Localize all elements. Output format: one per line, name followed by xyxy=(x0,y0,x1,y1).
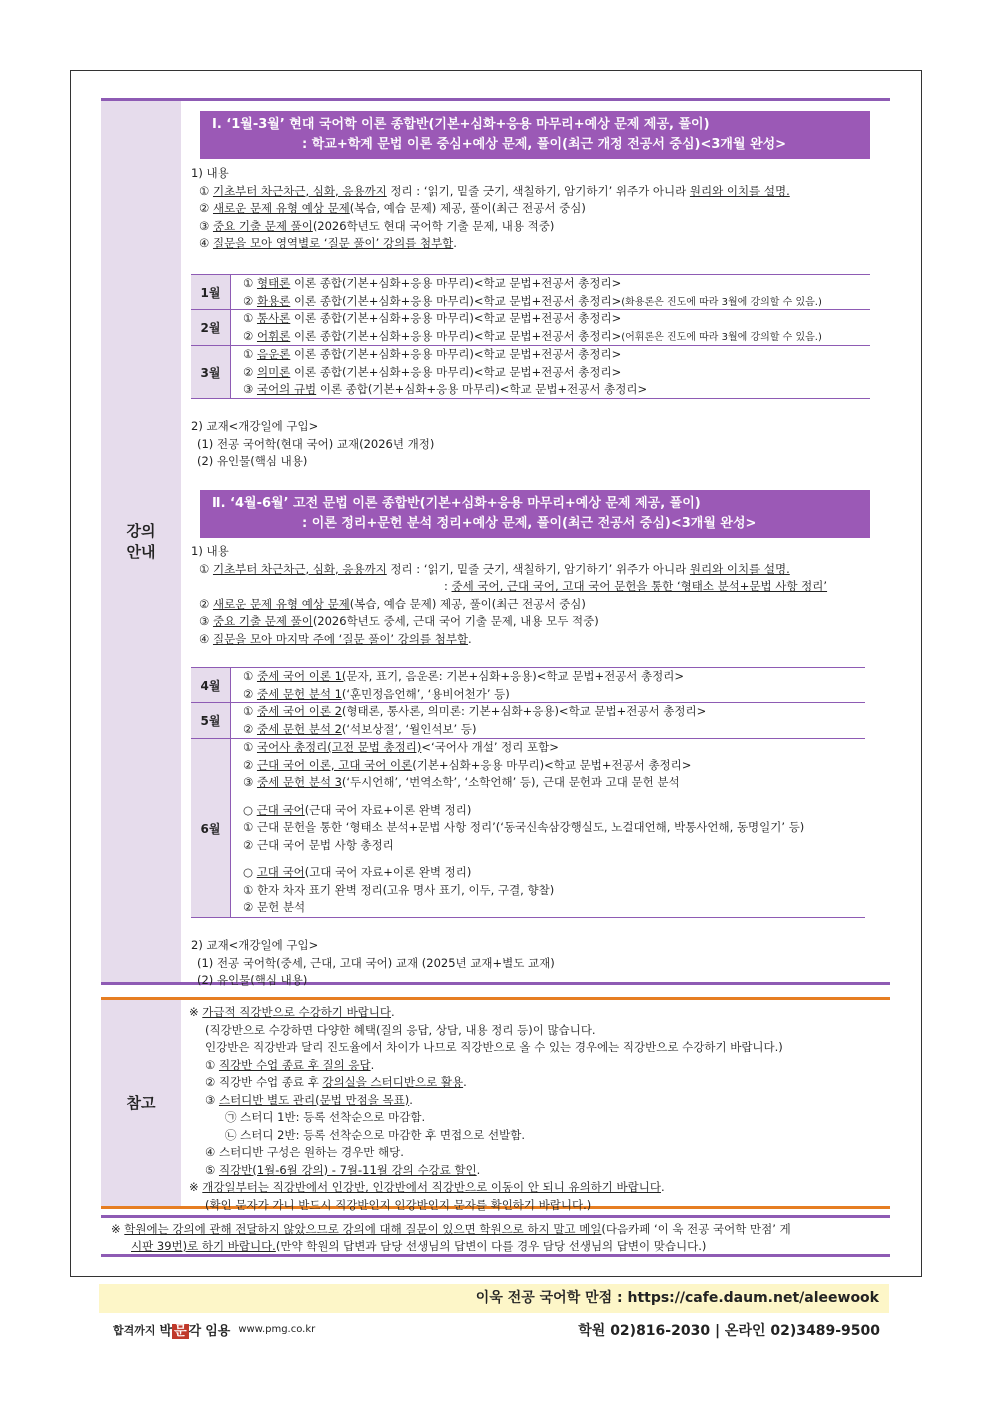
reference-line: ※ 개강일부터는 직강반에서 인강반, 인강반에서 직강반으로 이동이 안 되니 유의하기 바랍니다. xyxy=(189,1180,665,1194)
reference-line: ③ 스터디반 별도 관리(문법 만점을 목표). xyxy=(205,1092,413,1107)
section1-title xyxy=(200,111,870,159)
content-item: ② 새로운 문제 유형 예상 문제(복습, 예습 문제) 제공, 풀이(최근 전공서 중심) xyxy=(199,596,586,611)
reference-line: ⑤ 직강반(1월-6월 강의) - 7월-11월 강의 수강료 할인. xyxy=(205,1162,481,1177)
logo-slogan: 합격까지 xyxy=(113,1323,156,1337)
month-row: 3월 ① 음운론 이론 종합(기본+심화+응용 마무리)<학교 문법+전공서 총정리> ② 의미론 이론 종합(기본+심화+응용 마무리)<학교 문법+전공서 총정리> ③ 국어의 규범 이론 종합(기본+심화+응용 마무리)<학교 문법+전공서 총정리> xyxy=(191,346,870,398)
section2-title-line1: Ⅱ. ‘4월-6월’ 고전 문법 이론 종합반(기본+심화+응용 마무리+예상 문제 제공, 풀이) xyxy=(212,496,701,511)
month-row: 6월 ① 국어사 총정리(고전 문법 총정리)<‘국어사 개설’ 정리 포함> ② 근대 국어 이론, 고대 국어 이론(기본+심화+응용 마무리)<학교 문법+전공서 총정리> ③ 중세 문헌 분석 3(‘두시언해’, ‘번역소학’, ‘소학언해’ 등), 근대 문헌과 고대 문헌 분석 ○ 근대 국어(근대 국어 자료+이론 완벽 정리) ① 근대 문헌을 통한 ‘형태소 분석+문법 사항 정리’(‘동국신속삼강행실도, 노걸대언해, 박통사언해, 동명일기’ 등) ② 근대 국어 문법 사항 총정리 ○ 고대 국어(고대 국어 자료+이론 완벽 정리) ① 한자 차자 표기 완벽 정리(고유 명사 표기, 이두, 구결, 향찰) ② 문헌 분석 xyxy=(191,739,865,917)
reference-section xyxy=(101,997,890,1212)
reference-line: ④ 스터디반 구성은 원하는 경우만 해당. xyxy=(205,1145,404,1159)
content-item: ② 새로운 문제 유형 예상 문제(복습, 예습 문제) 제공, 풀이(최근 전공서 중심) xyxy=(199,201,586,215)
textbook-item: (1) 전공 국어학(중세, 근대, 고대 국어) 교재 (2025년 교재+별도 교재) xyxy=(197,955,555,970)
content-heading: 1) 내용 xyxy=(191,166,229,180)
section1-title-line2: : 학교+학계 문법 이론 중심+예상 문제, 풀이(최근 개정 전공서 중심)<3개월 완성> xyxy=(302,137,787,152)
month-label: 6월 xyxy=(191,739,231,917)
notice-line: ※ 학원에는 강의에 관해 전달하지 않았으므로 강의에 대해 질문이 있으면 학원으로 하지 말고 메일(다음카페 ‘이 욱 전공 국어학 만점’ 게 xyxy=(111,1222,791,1236)
reference-line: (확인 문자가 가니 반드시 직강반인지 인강반인지 문자를 확인하기 바랍니다.) xyxy=(205,1197,592,1212)
textbook-item: (1) 전공 국어학(현대 국어) 교재(2026년 개정) xyxy=(197,436,435,451)
publisher-url[interactable]: www.pmg.co.kr xyxy=(238,1324,316,1335)
month-row: 1월 ① 형태론 이론 종합(기본+심화+응용 마무리)<학교 문법+전공서 총정리> ② 화용론 이론 종합(기본+심화+응용 마무리)<학교 문법+전공서 총정리>(화용론은 진도에 따라 3월에 강의할 수 있음.) xyxy=(191,275,870,310)
reference-line: ② 직강반 수업 종료 후 강의실을 스터디반으로 활용. xyxy=(205,1075,467,1089)
reference-line: ㉡ 스터디 2반: 등록 선착순으로 마감한 후 면접으로 선발함. xyxy=(225,1127,525,1142)
content-item: ④ 질문을 모아 영역별로 ‘질문 풀이’ 강의를 첨부함. xyxy=(199,236,457,250)
section1-content xyxy=(191,165,790,253)
month-label: 3월 xyxy=(191,346,231,398)
textbook-heading: 2) 교재<개강일에 구입> xyxy=(191,419,319,433)
month-label: 1월 xyxy=(191,275,231,309)
reference-line: 인강반은 직강반과 달리 진도율에서 차이가 나므로 직강반으로 올 수 있는 경우에는 직강반으로 수강하기 바랍니다.) xyxy=(205,1040,783,1054)
logo-brand: 박 문 각 xyxy=(159,1324,202,1339)
cafe-link[interactable]: 이욱 전공 국어학 만점 : https://cafe.daum.net/aleewook xyxy=(99,1284,889,1313)
section2-month-table xyxy=(191,667,865,918)
lecture-info-section xyxy=(101,98,890,985)
month-row: 4월 ① 중세 국어 이론 1(문자, 표기, 음운론: 기본+심화+응용)<학교 문법+전공서 총정리> ② 중세 문헌 분석 1(‘훈민정음언해’, ‘용비어천가’ 등) xyxy=(191,668,865,703)
section2-title-line2: : 이론 정리+문헌 분석 정리+예상 문제, 풀이(최근 전공서 중심)<3개월 완성> xyxy=(302,516,757,531)
content-item: ④ 질문을 모아 마지막 주에 ‘질문 풀이’ 강의를 첨부함. xyxy=(199,631,472,646)
section1-textbook xyxy=(191,418,434,471)
side-label-reference: 참고 xyxy=(101,1000,181,1206)
section2-title xyxy=(200,490,870,538)
logo-subtitle: 임용 xyxy=(205,1324,231,1339)
textbook-item: (2) 유인물(핵심 내용) xyxy=(197,973,308,987)
notice-box xyxy=(101,1215,890,1257)
reference-content xyxy=(189,1004,783,1214)
reference-line: ① 직강반 수업 종료 후 질의 응답. xyxy=(205,1057,375,1072)
section2-textbook xyxy=(191,937,555,990)
reference-line: ㉠ 스터디 1반: 등록 선착순으로 마감함. xyxy=(225,1110,426,1124)
month-label: 4월 xyxy=(191,668,231,702)
textbook-item: (2) 유인물(핵심 내용) xyxy=(197,454,308,468)
side-label-lecture: 강의 안내 xyxy=(101,101,181,982)
publisher-logo xyxy=(113,1320,315,1339)
month-label: 5월 xyxy=(191,703,231,738)
month-label: 2월 xyxy=(191,310,231,345)
section1-title-line1: Ⅰ. ‘1월-3월’ 현대 국어학 이론 종합반(기본+심화+응용 마무리+예상 문제 제공, 풀이) xyxy=(212,117,710,132)
section1-month-table xyxy=(191,274,870,399)
textbook-heading: 2) 교재<개강일에 구입> xyxy=(191,938,319,952)
content-item: : 중세 국어, 근대 국어, 고대 국어 문헌을 통한 ‘형태소 분석+문법 사항 정리’ xyxy=(444,579,828,593)
reference-line: ※ 가급적 직강반으로 수강하기 바랍니다. xyxy=(189,1005,395,1019)
notice-line: 시판 39번)로 하기 바랍니다.(만약 학원의 답변과 담당 선생님의 답변이 다를 경우 담당 선생님의 답변이 맞습니다.) xyxy=(131,1239,707,1253)
content-item: ① 기초부터 차근차근, 심화, 응용까지 정리 : ‘읽기, 밑줄 긋기, 색칠하기, 암기하기’ 위주가 아니라 원리와 이치를 설명. xyxy=(199,183,790,198)
month-row: 5월 ① 중세 국어 이론 2(형태론, 통사론, 의미론: 기본+심화+응용)<학교 문법+전공서 총정리> ② 중세 문헌 분석 2(‘석보상절’, ‘월인석보’ 등) xyxy=(191,703,865,739)
content-item: ③ 중요 기출 문제 풀이(2026학년도 현대 국어학 기출 문제, 내용 적중) xyxy=(199,218,555,233)
reference-line: (직강반으로 수강하면 다양한 혜택(질의 응답, 상담, 내용 정리 등)이 많습니다. xyxy=(205,1022,596,1037)
content-item: ③ 중요 기출 문제 풀이(2026학년도 중세, 근대 국어 기출 문제, 내용 모두 적중) xyxy=(199,614,599,628)
content-item: ① 기초부터 차근차근, 심화, 응용까지 정리 : ‘읽기, 밑줄 긋기, 색칠하기, 암기하기’ 위주가 아니라 원리와 이치를 설명. xyxy=(199,561,790,576)
month-row: 2월 ① 통사론 이론 종합(기본+심화+응용 마무리)<학교 문법+전공서 총정리> ② 어휘론 이론 종합(기본+심화+응용 마무리)<학교 문법+전공서 총정리>(어휘론은 진도에 따라 3월에 강의할 수 있음.) xyxy=(191,310,870,346)
section2-content xyxy=(191,543,827,648)
content-heading: 1) 내용 xyxy=(191,544,229,558)
contact-phone: 학원 02)816-2030 | 온라인 02)3489-9500 xyxy=(578,1323,880,1339)
